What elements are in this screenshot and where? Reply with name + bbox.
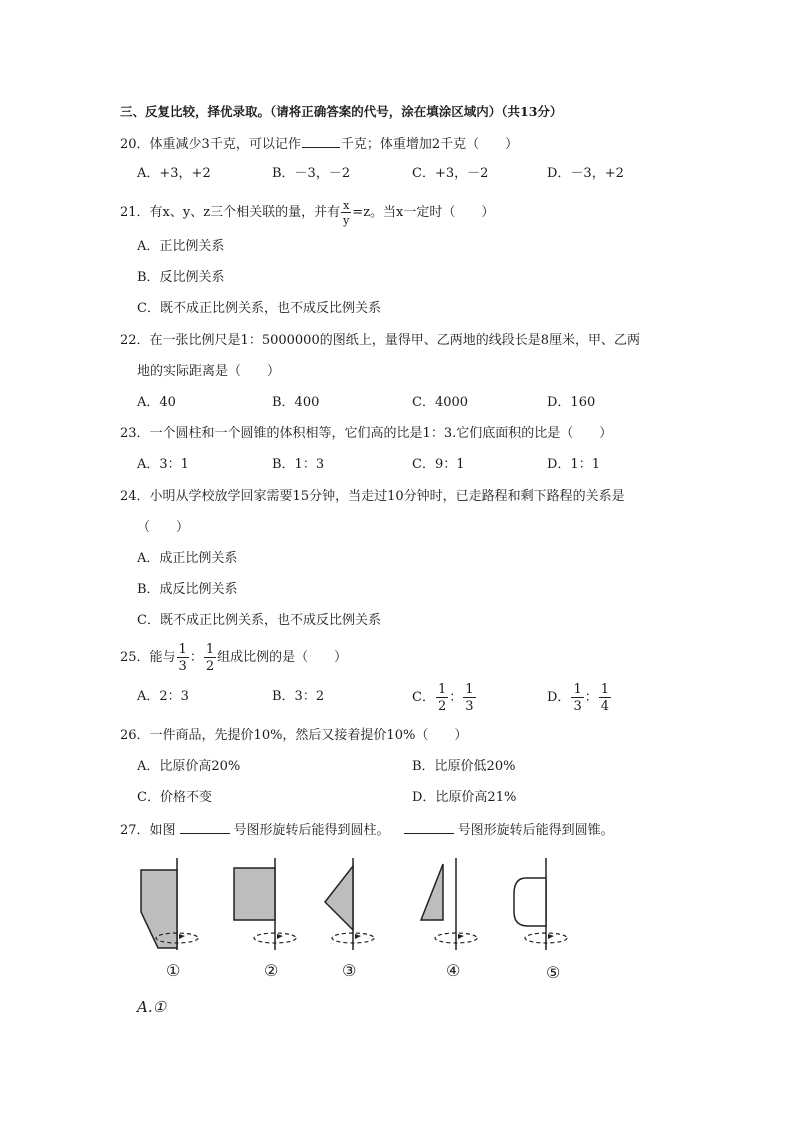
q20-blank[interactable] <box>302 134 340 148</box>
q23-option-b[interactable]: B．1：3 <box>272 457 325 472</box>
q25-prefix: 25．能与 <box>120 650 176 665</box>
figure-3 <box>325 858 374 950</box>
q27-blank-2[interactable] <box>404 820 454 834</box>
q23-option-c[interactable]: C．9：1 <box>412 457 465 472</box>
q27-middle: 号图形旋转后能得到圆柱。 <box>233 823 390 838</box>
q22-option-b[interactable]: B．400 <box>272 395 320 410</box>
q21-fraction <box>341 200 351 226</box>
q25-f2-num: 1 <box>205 641 215 657</box>
q25-option-d-frac-2 <box>599 683 611 713</box>
question-23: 23．一个圆柱和一个圆锥的体积相等，它们高的比是1：3.它们底面积的比是（ ） <box>120 426 613 441</box>
q20-option-c[interactable]: C．+3，－2 <box>412 166 489 181</box>
q25-d-f2-num: 1 <box>600 681 610 697</box>
q22-option-d[interactable]: D．160 <box>547 395 596 410</box>
figure-2 <box>234 858 296 950</box>
q25-c-f2-den: 3 <box>465 698 474 714</box>
figure-label-2: ② <box>264 961 279 980</box>
figure-label-5: ⑤ <box>546 963 561 982</box>
question-21 <box>120 196 494 230</box>
q21-option-b[interactable]: B．反比例关系 <box>137 270 225 285</box>
q23-option-d[interactable]: D．1：1 <box>547 457 600 472</box>
q25-option-d[interactable] <box>547 680 612 716</box>
q25-option-c[interactable] <box>412 680 477 716</box>
rotation-figures <box>120 850 600 990</box>
question-27 <box>120 820 614 840</box>
question-22-line1: 22．在一张比例尺是1：5000000的图纸上，量得甲、乙两地的线段长是8厘米，甲、乙两 <box>120 333 640 348</box>
q24-option-a[interactable]: A．成正比例关系 <box>137 551 238 566</box>
figure-5 <box>514 858 567 950</box>
question-25 <box>120 640 347 676</box>
q22-option-c[interactable]: C．4000 <box>412 395 469 410</box>
q25-colon: ： <box>189 650 203 665</box>
question-22-line2: 地的实际距离是（ ） <box>137 364 281 379</box>
q26-option-d[interactable]: D．比原价高21% <box>412 790 517 805</box>
figure-4 <box>421 858 477 950</box>
q20-suffix: 千克；体重增加2千克（ ） <box>340 137 519 152</box>
q25-suffix: 组成比例的是（ ） <box>217 650 348 665</box>
q25-d-f2-den: 4 <box>600 698 610 714</box>
q20-option-a[interactable]: A．+3，+2 <box>137 166 211 181</box>
q25-f1-num: 1 <box>178 641 187 657</box>
section-header: 三、反复比较，择优录取。（请将正确答案的代号，涂在填涂区域内）（共13分） <box>120 104 563 119</box>
q25-d-f1-num: 1 <box>573 681 582 697</box>
q20-option-d[interactable]: D．－3，+2 <box>547 166 624 181</box>
q25-option-c-frac-2 <box>463 683 475 713</box>
q25-option-b[interactable]: B．3：2 <box>272 689 325 704</box>
q21-option-c[interactable]: C．既不成正比例关系，也不成反比例关系 <box>137 301 381 316</box>
q21-prefix: 21．有x、y、z三个相关联的量，并有 <box>120 205 341 220</box>
question-26: 26．一件商品，先提价10%，然后又接着提价10%（ ） <box>120 728 468 743</box>
figure-1 <box>141 858 198 950</box>
question-24-line1: 24．小明从学校放学回家需要15分钟，当走过10分钟时，已走路程和剩下路程的关系是 <box>120 489 625 504</box>
q25-option-d-frac-1 <box>571 683 583 713</box>
q25-option-d-label: D． <box>547 690 571 705</box>
q25-d-f1-den: 3 <box>573 698 582 714</box>
figure-label-3: ③ <box>342 961 357 980</box>
q25-c-f2-num: 1 <box>465 681 474 697</box>
q25-c-f1-num: 1 <box>437 681 447 697</box>
q25-c-f1-den: 2 <box>437 698 447 714</box>
q21-frac-den: y <box>343 213 350 227</box>
figure-label-4: ④ <box>446 961 461 980</box>
q25-fraction-2 <box>204 643 216 673</box>
q24-option-b[interactable]: B．成反比例关系 <box>137 582 238 597</box>
q20-prefix: 20．体重减少3千克，可以记作 <box>120 137 301 152</box>
q20-option-b[interactable]: B．－3，－2 <box>272 166 351 181</box>
q25-option-c-colon: ： <box>449 690 463 705</box>
q26-option-c[interactable]: C．价格不变 <box>137 790 212 805</box>
q25-f2-den: 2 <box>205 658 215 674</box>
q21-option-a[interactable]: A．正比例关系 <box>137 239 225 254</box>
question-24-line2: （ ） <box>137 520 190 535</box>
figure-label-1: ① <box>166 961 181 980</box>
q27-blank-1[interactable] <box>180 820 230 834</box>
q27-suffix: 号图形旋转后能得到圆锥。 <box>457 823 614 838</box>
q22-option-a[interactable]: A．40 <box>137 395 176 410</box>
question-20 <box>120 134 518 154</box>
q25-f1-den: 3 <box>178 658 187 674</box>
q25-option-a[interactable]: A．2：3 <box>137 689 189 704</box>
q23-option-a[interactable]: A．3：1 <box>137 457 189 472</box>
q25-option-c-label: C． <box>412 690 435 705</box>
q25-fraction-1 <box>177 643 189 673</box>
q27-prefix: 27．如图 <box>120 823 176 838</box>
q21-frac-num: x <box>343 198 350 212</box>
q25-option-d-colon: ： <box>584 690 598 705</box>
q24-option-c[interactable]: C．既不成正比例关系，也不成反比例关系 <box>137 613 381 628</box>
q26-option-b[interactable]: B．比原价低20% <box>412 759 516 774</box>
q27-answer: A.① <box>137 998 167 1016</box>
q26-option-a[interactable]: A．比原价高20% <box>137 759 241 774</box>
q21-suffix: =z。当x一定时（ ） <box>352 205 495 220</box>
q25-option-c-frac-1 <box>436 683 448 713</box>
